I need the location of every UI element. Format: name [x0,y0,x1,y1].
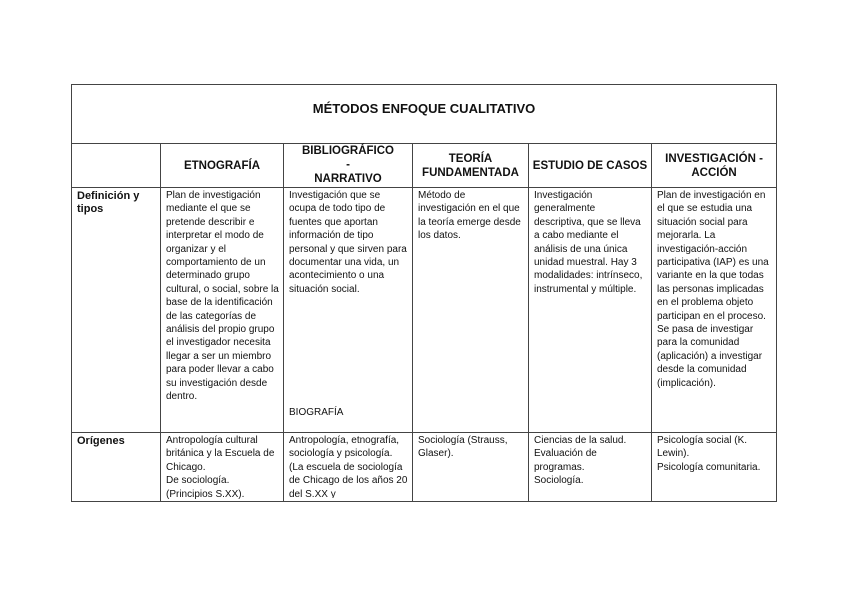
row-label-definicion [72,188,161,433]
cell-line: De sociología. [166,475,230,487]
cell-origenes-casos [529,433,652,502]
cell-line: Psicología social (K. Lewin). [657,435,748,460]
header-bibliografico-line1: BIBLIOGRÁFICO [302,145,394,157]
cell-text: Plan de investigación en el que se estudia una situación social para mejorarla. La investigación-acción participativa (IAP) es una variante en la que todas las personas implicadas en el problema objeto participan en el proceso. Se pasa de investigar para la comunidad (aplicación) a investigar desde la comunidad (implicación). [657,190,769,389]
row-label-origenes [72,433,161,502]
header-etnografia [161,144,284,188]
cell-text: Investigación que se ocupa de todo tipo de fuentes que aportan información de tipo personal y que sirven para documentar una vida, un acontecimiento o una situación social. [289,190,407,295]
cell-definicion-casos [529,188,652,433]
cell-text: Investigación generalmente descriptiva, que se lleva a cabo mediante el análisis de una única unidad muestral. Hay 3 modalidades: intrínseco, instrumental y múltiple. [534,190,643,295]
row-label-origenes-text: Orígenes [77,435,125,447]
table-title: MÉTODOS ENFOQUE CUALITATIVO [312,100,536,116]
header-accion-line1: INVESTIGACIÓN - [665,152,763,165]
header-teoria-line1: TEORÍA [448,152,493,165]
header-casos-text: ESTUDIO DE CASOS [532,159,648,172]
row-label-definicion-text: Definición y tipos [77,190,140,215]
header-teoria [413,144,529,188]
cell-definicion-etnografia [161,188,284,433]
biografia-note: BIOGRAFÍA [289,407,344,418]
cell-definicion-bibliografico [284,188,413,433]
header-teoria-line2: FUNDAMENTADA [422,166,519,179]
cell-text: Antropología, etnografía, sociología y psicología. (La escuela de sociología de Chicago de los años 20 del S.XX y [289,435,408,498]
cell-text: Plan de investigación mediante el que se pretende describir e interpretar el modo de organizar y el comportamiento de un determinado grupo cultural, o social, sobre la base de la identificación de las categorías de análisis del propio grupo el investigador necesita llegar a ser un miembro para poder llevar a cabo su investigación desde dentro. [166,190,279,403]
cell-origenes-teoria [413,433,529,502]
methods-table [71,84,777,502]
cell-text: Método de investigación en el que la teoría emerge desde los datos. [418,190,521,242]
cell-line: (Principios S.XX). [166,488,245,500]
cell-line: Antropología cultural británica y la Escuela de Chicago. [166,435,275,473]
cell-origenes-accion [652,433,777,502]
cell-origenes-bibliografico [284,433,413,502]
cell-definicion-accion [652,188,777,433]
header-empty-cell [72,144,161,188]
header-accion [652,144,777,188]
header-bibliografico-line2: - [346,159,350,171]
cell-line: Ciencias de la salud. [534,435,627,446]
cell-origenes-etnografia [161,433,284,502]
header-bibliografico [284,144,413,188]
header-accion-line2: ACCIÓN [691,166,737,179]
cell-definicion-teoria [413,188,529,433]
header-etnografia-text: ETNOGRAFÍA [183,159,261,172]
cell-text: Sociología (Strauss, Glaser). [418,435,508,460]
header-bibliografico-line3: NARRATIVO [314,173,382,185]
cell-line: Sociología. [534,475,584,487]
header-casos [529,144,652,188]
cell-line: Evaluación de programas. [534,448,597,473]
table-title-cell [72,85,777,144]
cell-line: Psicología comunitaria. [657,461,761,473]
